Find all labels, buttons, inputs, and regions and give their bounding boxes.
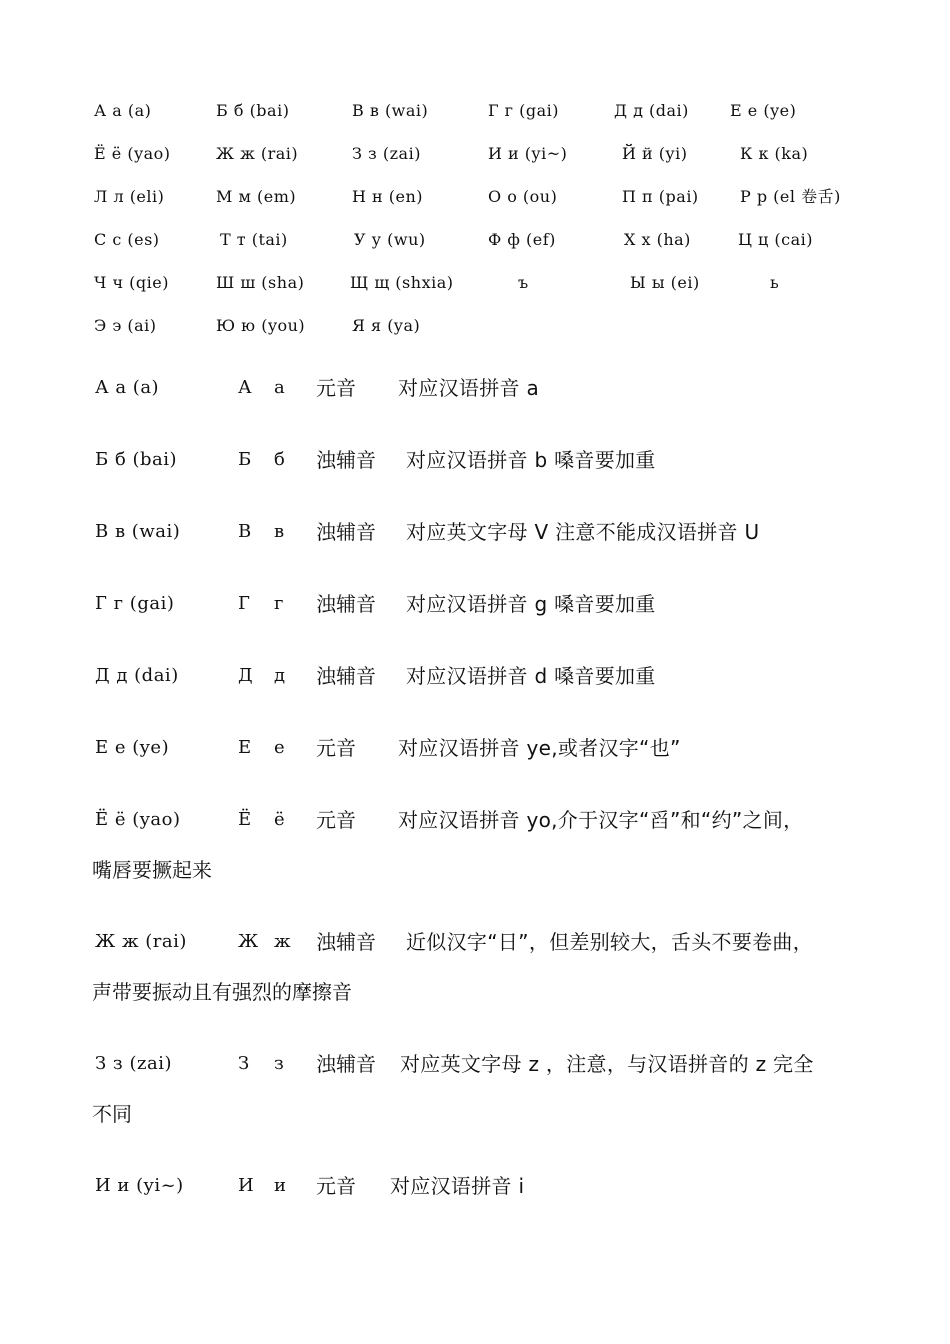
pronunciation-note: 对应英文字母 z ，注意，与汉语拼音的 z 完全 [400,1052,814,1076]
alphabet-cell: Е е (ye) [730,101,797,120]
lower-form: г [274,593,284,614]
lower-form: ё [274,809,285,830]
pronunciation-note-continued: 声带要振动且有强烈的摩擦音 [92,980,352,1004]
sound-type: 元音 [316,1174,356,1198]
pronunciation-note: 对应汉语拼音 a [398,376,540,400]
lower-form: а [274,377,285,398]
upper-form: Д [238,665,253,686]
letter-heading: Б б (bai) [95,449,178,470]
alphabet-cell: ъ [518,273,529,292]
upper-form: Е [238,737,252,758]
sound-type: 元音 [316,808,356,832]
alphabet-cell: П п (pai) [622,187,699,206]
letter-forms [238,922,310,962]
letter-entry [92,584,872,624]
sound-type: 浊辅音 [316,592,376,616]
alphabet-cell: Ф ф (ef) [488,230,556,249]
letter-heading: Ж ж (rai) [95,931,187,952]
letter-heading: Е е (ye) [95,737,170,758]
letter-forms [238,800,310,840]
alphabet-cell: Д д (dai) [614,101,689,120]
letter-forms [238,440,310,480]
alphabet-cell: У у (wu) [354,230,426,249]
alphabet-cell: Б б (bai) [216,101,290,120]
upper-form: В [238,521,252,542]
letter-entry [92,440,872,480]
lower-form: ж [274,931,291,952]
upper-form: А [238,377,252,398]
sound-type: 浊辅音 [316,930,376,954]
lower-form: в [274,521,285,542]
alphabet-row [94,184,874,227]
letter-entry [92,1166,872,1206]
letter-heading: Г г (gai) [95,593,175,614]
alphabet-cell: Х х (ha) [624,230,691,249]
letter-forms [238,1044,310,1084]
sound-type: 浊辅音 [316,1052,376,1076]
letter-entry [92,656,872,696]
letter-heading: Ё ё (yao) [95,809,181,830]
lower-form: з [274,1053,284,1074]
sound-type: 元音 [316,736,356,760]
alphabet-cell: М м (em) [216,187,297,206]
alphabet-cell: Т т (tai) [220,230,288,249]
alphabet-cell: Г г (gai) [488,101,560,120]
alphabet-cell: Й й (yi) [622,144,688,163]
alphabet-cell: В в (wai) [352,101,429,120]
alphabet-cell: Н н (en) [352,187,424,206]
letter-heading: Д д (dai) [95,665,179,686]
alphabet-cell: Л л (eli) [94,187,165,206]
alphabet-cell: ь [770,273,780,292]
letter-entry [92,512,872,552]
upper-form: Ё [238,809,252,830]
letter-heading: А а (a) [95,377,160,398]
pronunciation-note: 对应汉语拼音 d 嗓音要加重 [406,664,656,688]
lower-form: б [274,449,285,470]
letter-entry [92,800,872,890]
alphabet-cell: И и (yi~) [488,144,568,163]
letter-entry [92,1044,872,1134]
letter-heading: И и (yi~) [95,1175,184,1196]
alphabet-row [94,270,874,313]
alphabet-cell: Я я (ya) [352,316,421,335]
letter-forms [238,368,310,408]
upper-form: Б [238,449,252,470]
alphabet-cell: О о (ou) [488,187,558,206]
alphabet-cell: З з (zai) [352,144,421,163]
pronunciation-note: 对应汉语拼音 i [390,1174,525,1198]
lower-form: е [274,737,285,758]
alphabet-cell: Ч ч (qie) [94,273,169,292]
letter-heading: З з (zai) [95,1053,172,1074]
letter-heading: В в (wai) [95,521,181,542]
lower-form: и [274,1175,286,1196]
alphabet-cell: К к (ka) [740,144,809,163]
letter-forms [238,656,310,696]
alphabet-cell: С с (es) [94,230,160,249]
upper-form: И [238,1175,254,1196]
pronunciation-note: 对应汉语拼音 b 嗓音要加重 [406,448,656,472]
letter-entry [92,922,872,1012]
pronunciation-note: 对应汉语拼音 g 嗓音要加重 [406,592,656,616]
alphabet-row [94,141,874,184]
letter-forms [238,584,310,624]
alphabet-cell: А а (a) [94,101,152,120]
pronunciation-note: 对应英文字母 V 注意不能成汉语拼音 U [406,520,760,544]
letter-forms [238,728,310,768]
alphabet-cell: Э э (ai) [94,316,157,335]
letter-entry [92,728,872,768]
alphabet-cell: Ц ц (cai) [738,230,814,249]
upper-form: З [238,1053,250,1074]
upper-form: Ж [238,931,259,952]
letter-forms [238,1166,310,1206]
alphabet-cell: Ш ш (sha) [216,273,305,292]
alphabet-cell: Ы ы (ei) [630,273,700,292]
alphabet-row [94,227,874,270]
alphabet-grid [94,98,874,356]
upper-form: Г [238,593,250,614]
sound-type: 元音 [316,376,356,400]
alphabet-cell: Ж ж (rai) [216,144,299,163]
pronunciation-note: 对应汉语拼音 yo,介于汉字“舀”和“约”之间， [398,808,804,832]
pronunciation-note-continued: 嘴唇要撅起来 [92,858,212,882]
letter-forms [238,512,310,552]
sound-type: 浊辅音 [316,520,376,544]
alphabet-cell: Ю ю (you) [216,316,306,335]
alphabet-row [94,313,874,356]
alphabet-cell: Ё ё (yao) [94,144,171,163]
letter-details [92,368,872,1206]
sound-type: 浊辅音 [316,448,376,472]
alphabet-cell: Р р (el 卷舌) [740,187,841,206]
letter-entry [92,368,872,408]
pronunciation-note: 对应汉语拼音 ye,或者汉字“也” [398,736,681,760]
sound-type: 浊辅音 [316,664,376,688]
alphabet-cell: Щ щ (shxia) [350,273,454,292]
pronunciation-note-continued: 不同 [92,1102,132,1126]
pronunciation-note: 近似汉字“日”，但差别较大，舌头不要卷曲， [406,930,814,954]
lower-form: д [274,665,286,686]
alphabet-row [94,98,874,141]
